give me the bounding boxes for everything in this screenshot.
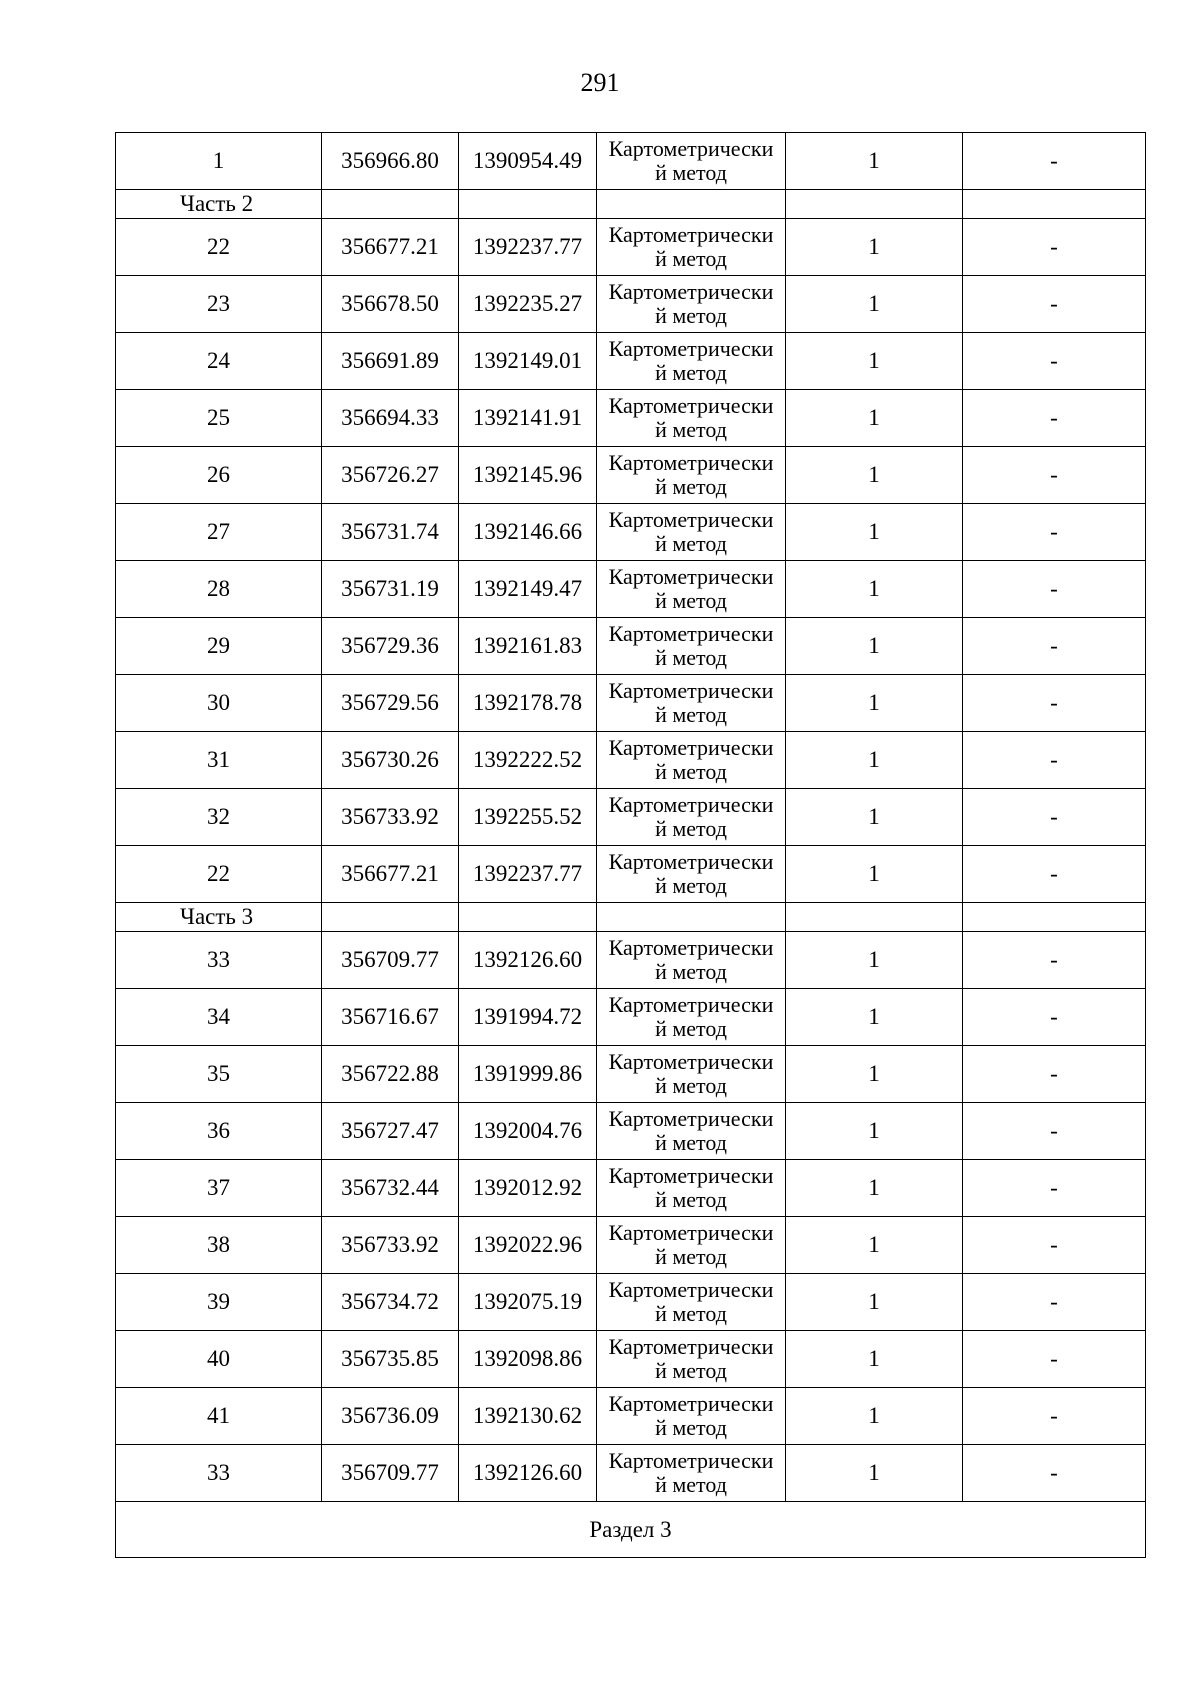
table-row bbox=[116, 1274, 1146, 1331]
y-coordinate-cell: 1392145.96 bbox=[459, 447, 597, 504]
x-coordinate-cell: 356691.89 bbox=[322, 333, 459, 390]
section-row bbox=[116, 1502, 1146, 1558]
description-cell: - bbox=[963, 989, 1146, 1046]
table-row bbox=[116, 675, 1146, 732]
table-row bbox=[116, 846, 1146, 903]
table-row bbox=[116, 504, 1146, 561]
method-line-1: Картометрически bbox=[608, 1334, 774, 1359]
description-cell: - bbox=[963, 1046, 1146, 1103]
method-line-2: й метод bbox=[655, 531, 727, 556]
method-line-1: Картометрически bbox=[608, 935, 774, 960]
y-coordinate-cell: 1392146.66 bbox=[459, 504, 597, 561]
accuracy-cell: 1 bbox=[786, 333, 963, 390]
method-line-2: й метод bbox=[655, 1016, 727, 1041]
x-coordinate-cell: 356966.80 bbox=[322, 133, 459, 190]
y-coordinate-cell: 1392178.78 bbox=[459, 675, 597, 732]
point-number-cell: 38 bbox=[116, 1217, 322, 1274]
method-line-1: Картометрически bbox=[608, 222, 774, 247]
y-coordinate-cell: 1392149.01 bbox=[459, 333, 597, 390]
method-cell bbox=[597, 675, 786, 732]
method-line-1: Картометрически bbox=[608, 1391, 774, 1416]
table-row bbox=[116, 333, 1146, 390]
method-cell bbox=[597, 1103, 786, 1160]
accuracy-cell: 1 bbox=[786, 504, 963, 561]
table-row bbox=[116, 1331, 1146, 1388]
method-cell bbox=[597, 1331, 786, 1388]
method-line-1: Картометрически bbox=[608, 136, 774, 161]
description-cell: - bbox=[963, 390, 1146, 447]
table-row bbox=[116, 732, 1146, 789]
point-number-cell: 23 bbox=[116, 276, 322, 333]
page-number: 291 bbox=[580, 68, 620, 97]
y-coordinate-cell: 1392012.92 bbox=[459, 1160, 597, 1217]
accuracy-cell: 1 bbox=[786, 1217, 963, 1274]
method-line-2: й метод bbox=[655, 246, 727, 271]
method-cell bbox=[597, 732, 786, 789]
accuracy-cell: 1 bbox=[786, 846, 963, 903]
x-coordinate-cell: 356722.88 bbox=[322, 1046, 459, 1103]
coordinates-table bbox=[115, 132, 1146, 1558]
point-number-cell: 31 bbox=[116, 732, 322, 789]
method-cell bbox=[597, 276, 786, 333]
method-line-1: Картометрически bbox=[608, 507, 774, 532]
accuracy-cell: 1 bbox=[786, 732, 963, 789]
method-line-1: Картометрически bbox=[608, 1220, 774, 1245]
method-cell bbox=[597, 789, 786, 846]
accuracy-cell: 1 bbox=[786, 618, 963, 675]
method-line-2: й метод bbox=[655, 474, 727, 499]
method-line-1: Картометрически bbox=[608, 992, 774, 1017]
point-number-cell: 33 bbox=[116, 932, 322, 989]
point-number-cell: 30 bbox=[116, 675, 322, 732]
table-row bbox=[116, 561, 1146, 618]
point-number-cell: 41 bbox=[116, 1388, 322, 1445]
method-cell bbox=[597, 846, 786, 903]
point-number-cell: 28 bbox=[116, 561, 322, 618]
point-number-cell: 35 bbox=[116, 1046, 322, 1103]
description-cell: - bbox=[963, 675, 1146, 732]
description-cell: - bbox=[963, 1103, 1146, 1160]
table-row bbox=[116, 932, 1146, 989]
part-label: Часть 3 bbox=[116, 903, 322, 932]
part-header-row bbox=[116, 903, 1146, 932]
x-coordinate-cell: 356678.50 bbox=[322, 276, 459, 333]
method-line-2: й метод bbox=[655, 1301, 727, 1326]
empty-cell bbox=[963, 190, 1146, 219]
point-number-cell: 26 bbox=[116, 447, 322, 504]
description-cell: - bbox=[963, 1445, 1146, 1502]
method-cell bbox=[597, 1160, 786, 1217]
x-coordinate-cell: 356736.09 bbox=[322, 1388, 459, 1445]
method-line-2: й метод bbox=[655, 702, 727, 727]
x-coordinate-cell: 356677.21 bbox=[322, 846, 459, 903]
table-row bbox=[116, 390, 1146, 447]
y-coordinate-cell: 1392141.91 bbox=[459, 390, 597, 447]
accuracy-cell: 1 bbox=[786, 276, 963, 333]
point-number-cell: 22 bbox=[116, 219, 322, 276]
x-coordinate-cell: 356732.44 bbox=[322, 1160, 459, 1217]
point-number-cell: 27 bbox=[116, 504, 322, 561]
table-row bbox=[116, 1160, 1146, 1217]
method-line-2: й метод bbox=[655, 873, 727, 898]
x-coordinate-cell: 356727.47 bbox=[322, 1103, 459, 1160]
method-cell bbox=[597, 133, 786, 190]
point-number-cell: 29 bbox=[116, 618, 322, 675]
accuracy-cell: 1 bbox=[786, 1274, 963, 1331]
y-coordinate-cell: 1391999.86 bbox=[459, 1046, 597, 1103]
method-line-1: Картометрически bbox=[608, 792, 774, 817]
method-cell bbox=[597, 1217, 786, 1274]
table-row bbox=[116, 1388, 1146, 1445]
accuracy-cell: 1 bbox=[786, 447, 963, 504]
x-coordinate-cell: 356733.92 bbox=[322, 1217, 459, 1274]
empty-cell bbox=[786, 903, 963, 932]
accuracy-cell: 1 bbox=[786, 989, 963, 1046]
description-cell: - bbox=[963, 1331, 1146, 1388]
method-line-2: й метод bbox=[655, 1130, 727, 1155]
x-coordinate-cell: 356731.19 bbox=[322, 561, 459, 618]
point-number-cell: 25 bbox=[116, 390, 322, 447]
empty-cell bbox=[597, 190, 786, 219]
table-row bbox=[116, 276, 1146, 333]
description-cell: - bbox=[963, 447, 1146, 504]
table-row bbox=[116, 989, 1146, 1046]
accuracy-cell: 1 bbox=[786, 1160, 963, 1217]
method-line-2: й метод bbox=[655, 1244, 727, 1269]
method-cell bbox=[597, 989, 786, 1046]
accuracy-cell: 1 bbox=[786, 932, 963, 989]
point-number-cell: 24 bbox=[116, 333, 322, 390]
description-cell: - bbox=[963, 789, 1146, 846]
method-cell bbox=[597, 1274, 786, 1331]
x-coordinate-cell: 356729.56 bbox=[322, 675, 459, 732]
y-coordinate-cell: 1392161.83 bbox=[459, 618, 597, 675]
method-line-2: й метод bbox=[655, 360, 727, 385]
table-row bbox=[116, 1046, 1146, 1103]
method-line-1: Картометрически bbox=[608, 279, 774, 304]
method-cell bbox=[597, 618, 786, 675]
section-label: Раздел 3 bbox=[116, 1502, 1146, 1558]
method-cell bbox=[597, 333, 786, 390]
description-cell: - bbox=[963, 504, 1146, 561]
table-row bbox=[116, 1103, 1146, 1160]
y-coordinate-cell: 1392237.77 bbox=[459, 846, 597, 903]
x-coordinate-cell: 356729.36 bbox=[322, 618, 459, 675]
method-line-1: Картометрически bbox=[608, 1049, 774, 1074]
method-line-1: Картометрически bbox=[608, 621, 774, 646]
x-coordinate-cell: 356735.85 bbox=[322, 1331, 459, 1388]
method-cell bbox=[597, 504, 786, 561]
method-cell bbox=[597, 1046, 786, 1103]
table-row bbox=[116, 447, 1146, 504]
point-number-cell: 1 bbox=[116, 133, 322, 190]
x-coordinate-cell: 356734.72 bbox=[322, 1274, 459, 1331]
method-line-1: Картометрически bbox=[608, 1448, 774, 1473]
description-cell: - bbox=[963, 618, 1146, 675]
description-cell: - bbox=[963, 1217, 1146, 1274]
method-line-1: Картометрически bbox=[608, 678, 774, 703]
description-cell: - bbox=[963, 276, 1146, 333]
method-line-2: й метод bbox=[655, 160, 727, 185]
point-number-cell: 33 bbox=[116, 1445, 322, 1502]
y-coordinate-cell: 1392098.86 bbox=[459, 1331, 597, 1388]
y-coordinate-cell: 1392004.76 bbox=[459, 1103, 597, 1160]
table-row bbox=[116, 1445, 1146, 1502]
empty-cell bbox=[963, 903, 1146, 932]
method-line-2: й метод bbox=[655, 1187, 727, 1212]
accuracy-cell: 1 bbox=[786, 390, 963, 447]
method-line-1: Картометрически bbox=[608, 849, 774, 874]
description-cell: - bbox=[963, 333, 1146, 390]
point-number-cell: 32 bbox=[116, 789, 322, 846]
method-line-2: й метод bbox=[655, 1358, 727, 1383]
description-cell: - bbox=[963, 1274, 1146, 1331]
empty-cell bbox=[322, 903, 459, 932]
accuracy-cell: 1 bbox=[786, 1046, 963, 1103]
method-line-1: Картометрически bbox=[608, 1163, 774, 1188]
x-coordinate-cell: 356709.77 bbox=[322, 932, 459, 989]
method-line-2: й метод bbox=[655, 1472, 727, 1497]
description-cell: - bbox=[963, 561, 1146, 618]
description-cell: - bbox=[963, 932, 1146, 989]
x-coordinate-cell: 356716.67 bbox=[322, 989, 459, 1046]
table-row bbox=[116, 133, 1146, 190]
method-line-1: Картометрически bbox=[608, 393, 774, 418]
method-cell bbox=[597, 447, 786, 504]
method-cell bbox=[597, 932, 786, 989]
y-coordinate-cell: 1392237.77 bbox=[459, 219, 597, 276]
description-cell: - bbox=[963, 732, 1146, 789]
method-cell bbox=[597, 390, 786, 447]
empty-cell bbox=[597, 903, 786, 932]
y-coordinate-cell: 1392126.60 bbox=[459, 932, 597, 989]
point-number-cell: 39 bbox=[116, 1274, 322, 1331]
x-coordinate-cell: 356730.26 bbox=[322, 732, 459, 789]
description-cell: - bbox=[963, 1388, 1146, 1445]
description-cell: - bbox=[963, 219, 1146, 276]
method-line-2: й метод bbox=[655, 1415, 727, 1440]
point-number-cell: 36 bbox=[116, 1103, 322, 1160]
method-cell bbox=[597, 561, 786, 618]
method-line-1: Картометрически bbox=[608, 1106, 774, 1131]
y-coordinate-cell: 1392022.96 bbox=[459, 1217, 597, 1274]
y-coordinate-cell: 1392149.47 bbox=[459, 561, 597, 618]
table-row bbox=[116, 618, 1146, 675]
description-cell: - bbox=[963, 846, 1146, 903]
method-line-1: Картометрически bbox=[608, 450, 774, 475]
method-line-2: й метод bbox=[655, 417, 727, 442]
table-row bbox=[116, 219, 1146, 276]
part-header-row bbox=[116, 190, 1146, 219]
y-coordinate-cell: 1391994.72 bbox=[459, 989, 597, 1046]
empty-cell bbox=[786, 190, 963, 219]
accuracy-cell: 1 bbox=[786, 561, 963, 618]
method-line-1: Картометрически bbox=[608, 735, 774, 760]
point-number-cell: 34 bbox=[116, 989, 322, 1046]
accuracy-cell: 1 bbox=[786, 789, 963, 846]
point-number-cell: 37 bbox=[116, 1160, 322, 1217]
y-coordinate-cell: 1392126.60 bbox=[459, 1445, 597, 1502]
method-line-2: й метод bbox=[655, 759, 727, 784]
method-line-2: й метод bbox=[655, 645, 727, 670]
y-coordinate-cell: 1392235.27 bbox=[459, 276, 597, 333]
method-line-1: Картометрически bbox=[608, 564, 774, 589]
x-coordinate-cell: 356694.33 bbox=[322, 390, 459, 447]
x-coordinate-cell: 356731.74 bbox=[322, 504, 459, 561]
y-coordinate-cell: 1392075.19 bbox=[459, 1274, 597, 1331]
empty-cell bbox=[322, 190, 459, 219]
accuracy-cell: 1 bbox=[786, 1103, 963, 1160]
method-line-1: Картометрически bbox=[608, 1277, 774, 1302]
point-number-cell: 40 bbox=[116, 1331, 322, 1388]
method-line-2: й метод bbox=[655, 303, 727, 328]
y-coordinate-cell: 1392130.62 bbox=[459, 1388, 597, 1445]
method-cell bbox=[597, 1445, 786, 1502]
accuracy-cell: 1 bbox=[786, 1388, 963, 1445]
accuracy-cell: 1 bbox=[786, 675, 963, 732]
description-cell: - bbox=[963, 1160, 1146, 1217]
y-coordinate-cell: 1392255.52 bbox=[459, 789, 597, 846]
method-line-1: Картометрически bbox=[608, 336, 774, 361]
accuracy-cell: 1 bbox=[786, 1445, 963, 1502]
point-number-cell: 22 bbox=[116, 846, 322, 903]
method-cell bbox=[597, 219, 786, 276]
method-cell bbox=[597, 1388, 786, 1445]
method-line-2: й метод bbox=[655, 816, 727, 841]
method-line-2: й метод bbox=[655, 588, 727, 613]
accuracy-cell: 1 bbox=[786, 1331, 963, 1388]
x-coordinate-cell: 356677.21 bbox=[322, 219, 459, 276]
table-row bbox=[116, 789, 1146, 846]
accuracy-cell: 1 bbox=[786, 133, 963, 190]
table-row bbox=[116, 1217, 1146, 1274]
method-line-2: й метод bbox=[655, 959, 727, 984]
x-coordinate-cell: 356733.92 bbox=[322, 789, 459, 846]
x-coordinate-cell: 356709.77 bbox=[322, 1445, 459, 1502]
part-label: Часть 2 bbox=[116, 190, 322, 219]
y-coordinate-cell: 1392222.52 bbox=[459, 732, 597, 789]
x-coordinate-cell: 356726.27 bbox=[322, 447, 459, 504]
description-cell: - bbox=[963, 133, 1146, 190]
empty-cell bbox=[459, 903, 597, 932]
y-coordinate-cell: 1390954.49 bbox=[459, 133, 597, 190]
empty-cell bbox=[459, 190, 597, 219]
accuracy-cell: 1 bbox=[786, 219, 963, 276]
method-line-2: й метод bbox=[655, 1073, 727, 1098]
coordinates-table-body bbox=[116, 133, 1146, 1502]
